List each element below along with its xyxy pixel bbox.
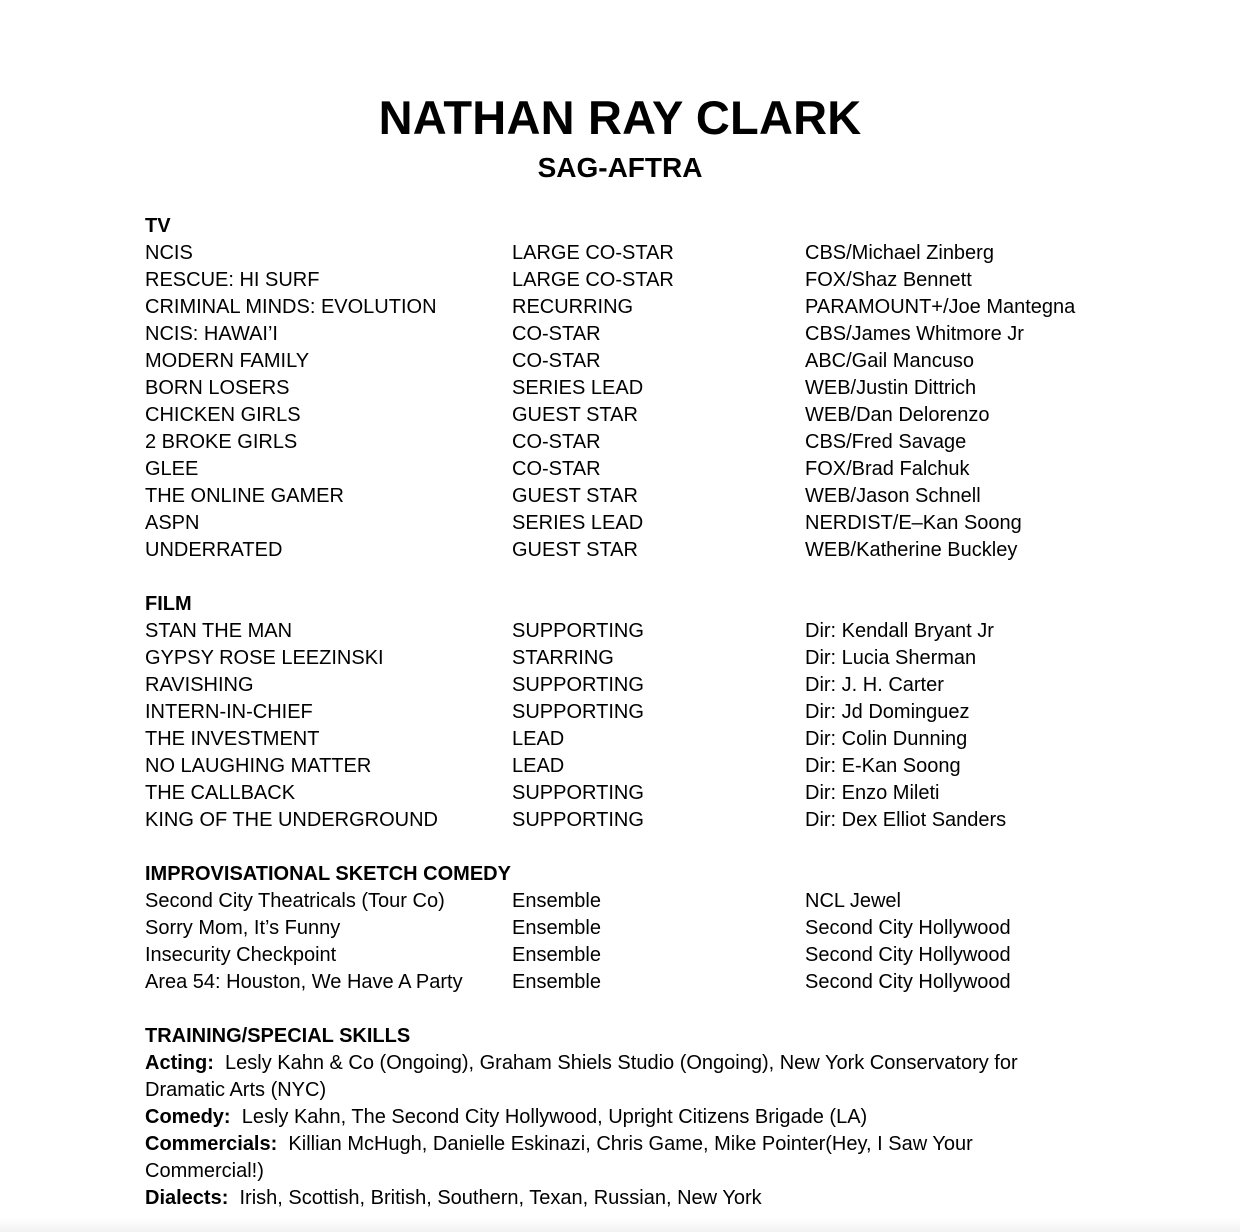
credit-row xyxy=(145,645,1145,672)
credit-role: LEAD xyxy=(512,728,565,750)
credit-company: NERDIST/E–Kan Soong xyxy=(805,512,1022,534)
page-bottom-edge xyxy=(0,1218,1240,1232)
tv-credits xyxy=(145,240,1145,564)
skill-text: Killian McHugh, Danielle Eskinazi, Chris Game, Mike Pointer(Hey, I Saw Your Commercial!) xyxy=(145,1133,973,1182)
credit-row xyxy=(145,267,1145,294)
credit-title: Area 54: Houston, We Have A Party xyxy=(145,971,463,993)
credit-role: SERIES LEAD xyxy=(512,377,644,399)
credit-row xyxy=(145,240,1145,267)
credit-title: NCIS xyxy=(145,242,193,264)
credit-company: WEB/Jason Schnell xyxy=(805,485,981,507)
credit-title: CHICKEN GIRLS xyxy=(145,404,301,426)
credit-company: Second City Hollywood xyxy=(805,917,1011,939)
credit-row xyxy=(145,942,1145,969)
credit-row xyxy=(145,321,1145,348)
credit-row xyxy=(145,888,1145,915)
credit-company: PARAMOUNT+/Joe Mantegna xyxy=(805,296,1076,318)
credit-company: WEB/Justin Dittrich xyxy=(805,377,977,399)
film-section-title: FILM xyxy=(145,593,192,615)
credit-row xyxy=(145,402,1145,429)
film-credits xyxy=(145,618,1145,834)
skill-label: Comedy: xyxy=(145,1106,231,1128)
credit-role: Ensemble xyxy=(512,944,601,966)
credit-company: Second City Hollywood xyxy=(805,971,1011,993)
credit-row xyxy=(145,348,1145,375)
credit-role: LARGE CO-STAR xyxy=(512,269,674,291)
credit-title: KING OF THE UNDERGROUND xyxy=(145,809,438,831)
credit-role: RECURRING xyxy=(512,296,634,318)
credit-role: GUEST STAR xyxy=(512,485,638,507)
skill-label: Commercials: xyxy=(145,1133,278,1155)
credit-role: CO-STAR xyxy=(512,431,601,453)
credit-row xyxy=(145,618,1145,645)
credit-company: FOX/Shaz Bennett xyxy=(805,269,972,291)
skill-commercials xyxy=(145,1131,1045,1185)
credit-row xyxy=(145,456,1145,483)
credit-title: INTERN-IN-CHIEF xyxy=(145,701,313,723)
credit-company: NCL Jewel xyxy=(805,890,901,912)
credit-company: Dir: Lucia Sherman xyxy=(805,647,977,669)
credit-title: Second City Theatricals (Tour Co) xyxy=(145,890,445,912)
credit-company: Dir: Kendall Bryant Jr xyxy=(805,620,994,642)
credit-company: Dir: Dex Elliot Sanders xyxy=(805,809,1007,831)
section-gap xyxy=(145,834,1145,861)
training-section-title: TRAINING/SPECIAL SKILLS xyxy=(145,1025,411,1047)
credit-title: GYPSY ROSE LEEZINSKI xyxy=(145,647,384,669)
credit-title: Sorry Mom, It’s Funny xyxy=(145,917,341,939)
skill-comedy xyxy=(145,1104,1045,1131)
credit-row xyxy=(145,429,1145,456)
credit-company: Dir: J. H. Carter xyxy=(805,674,944,696)
skill-label: Acting: xyxy=(145,1052,214,1074)
credit-company: CBS/Michael Zinberg xyxy=(805,242,994,264)
improv-credits xyxy=(145,888,1145,996)
training-skills xyxy=(145,1050,1145,1212)
credit-role: CO-STAR xyxy=(512,323,601,345)
credit-role: SUPPORTING xyxy=(512,674,644,696)
credit-row xyxy=(145,780,1145,807)
credit-company: Dir: Jd Dominguez xyxy=(805,701,970,723)
credit-role: GUEST STAR xyxy=(512,539,638,561)
credit-title: 2 BROKE GIRLS xyxy=(145,431,298,453)
credit-title: NO LAUGHING MATTER xyxy=(145,755,372,777)
skill-dialects xyxy=(145,1185,1045,1212)
skill-text: Irish, Scottish, British, Southern, Texan, Russian, New York xyxy=(239,1187,762,1209)
credit-company: CBS/Fred Savage xyxy=(805,431,967,453)
credit-row xyxy=(145,483,1145,510)
credit-role: LEAD xyxy=(512,755,565,777)
credit-role: STARRING xyxy=(512,647,614,669)
credit-company: ABC/Gail Mancuso xyxy=(805,350,974,372)
credit-role: SUPPORTING xyxy=(512,782,644,804)
credit-row xyxy=(145,915,1145,942)
credit-title: THE CALLBACK xyxy=(145,782,296,804)
credit-title: RESCUE: HI SURF xyxy=(145,269,320,291)
credit-role: GUEST STAR xyxy=(512,404,638,426)
credit-title: BORN LOSERS xyxy=(145,377,290,399)
credit-row xyxy=(145,753,1145,780)
credit-title: NCIS: HAWAI’I xyxy=(145,323,278,345)
credit-role: SUPPORTING xyxy=(512,620,644,642)
credit-title: Insecurity Checkpoint xyxy=(145,944,337,966)
credit-role: CO-STAR xyxy=(512,458,601,480)
resume-content xyxy=(145,213,1145,1212)
credit-row xyxy=(145,807,1145,834)
credit-role: SUPPORTING xyxy=(512,809,644,831)
credit-company: Dir: Colin Dunning xyxy=(805,728,968,750)
credit-row xyxy=(145,294,1145,321)
section-gap xyxy=(145,564,1145,591)
credit-title: CRIMINAL MINDS: EVOLUTION xyxy=(145,296,437,318)
credit-company: FOX/Brad Falchuk xyxy=(805,458,970,480)
credit-row xyxy=(145,510,1145,537)
credit-title: UNDERRATED xyxy=(145,539,283,561)
credit-role: SERIES LEAD xyxy=(512,512,644,534)
credit-role: SUPPORTING xyxy=(512,701,644,723)
credit-company: Dir: E-Kan Soong xyxy=(805,755,961,777)
credit-company: WEB/Katherine Buckley xyxy=(805,539,1018,561)
tv-section-title: TV xyxy=(145,215,171,237)
credit-role: LARGE CO-STAR xyxy=(512,242,674,264)
skill-acting xyxy=(145,1050,1045,1104)
credit-row xyxy=(145,375,1145,402)
credit-title: MODERN FAMILY xyxy=(145,350,310,372)
credit-title: STAN THE MAN xyxy=(145,620,293,642)
skill-text: Lesly Kahn & Co (Ongoing), Graham Shiels Studio (Ongoing), New York Conservatory for Dramatic Arts (NYC) xyxy=(145,1052,1018,1101)
credit-company: CBS/James Whitmore Jr xyxy=(805,323,1024,345)
credit-row xyxy=(145,672,1145,699)
credit-role: CO-STAR xyxy=(512,350,601,372)
credit-company: WEB/Dan Delorenzo xyxy=(805,404,990,426)
credit-row xyxy=(145,699,1145,726)
credit-company: Second City Hollywood xyxy=(805,944,1011,966)
credit-title: GLEE xyxy=(145,458,199,480)
credit-role: Ensemble xyxy=(512,971,601,993)
improv-section-title: IMPROVISATIONAL SKETCH COMEDY xyxy=(145,863,511,885)
credit-role: Ensemble xyxy=(512,917,601,939)
credit-row xyxy=(145,537,1145,564)
credit-title: ASPN xyxy=(145,512,200,534)
skill-text: Lesly Kahn, The Second City Hollywood, Upright Citizens Brigade (LA) xyxy=(241,1106,868,1128)
credit-title: THE INVESTMENT xyxy=(145,728,320,750)
actor-name: NATHAN RAY CLARK xyxy=(378,91,862,144)
skill-label: Dialects: xyxy=(145,1187,229,1209)
credit-title: THE ONLINE GAMER xyxy=(145,485,344,507)
credit-row xyxy=(145,969,1145,996)
section-gap xyxy=(145,996,1145,1023)
credit-company: Dir: Enzo Mileti xyxy=(805,782,940,804)
union-affiliation: SAG-AFTRA xyxy=(537,152,703,183)
credit-row xyxy=(145,726,1145,753)
credit-title: RAVISHING xyxy=(145,674,254,696)
credit-role: Ensemble xyxy=(512,890,601,912)
